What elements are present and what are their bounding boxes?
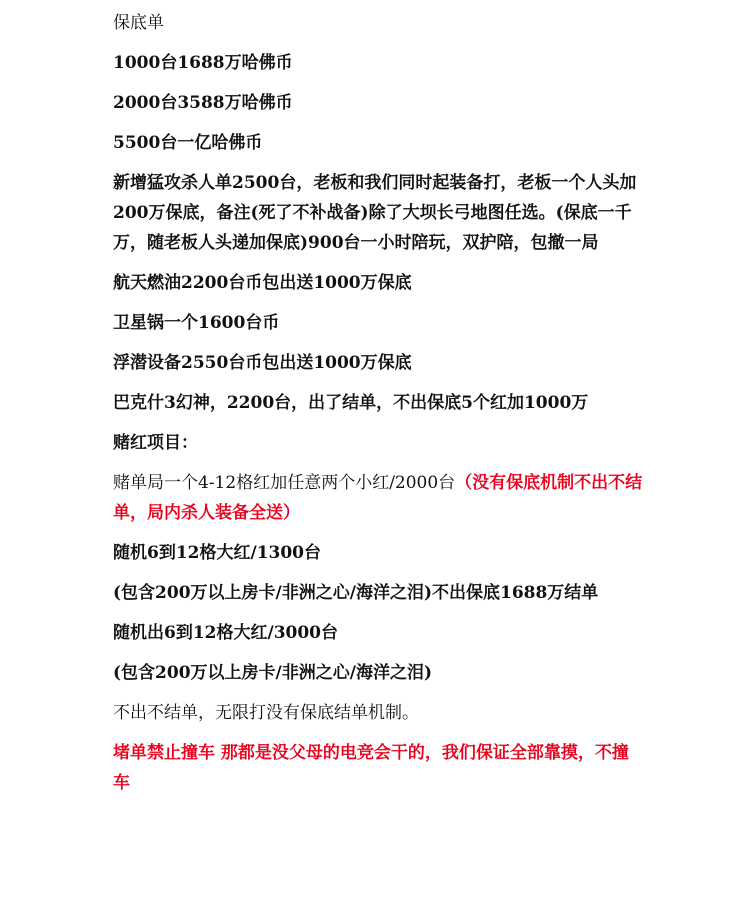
paragraph-aerospace-fuel: 航天燃油2200台币包出送1000万保底 xyxy=(113,273,412,293)
paragraph-diving-gear: 浮潜设备2550台币包出送1000万保底 xyxy=(113,353,412,373)
paragraph-random-1300-note: (包含200万以上房卡/非洲之心/海洋之泪)不出保底1688万结单 xyxy=(113,583,599,603)
paragraph-satellite-dish: 卫星锅一个1600台币 xyxy=(113,313,280,333)
gamble-single-text: 赌单局一个4-12格红加任意两个小红/2000台 xyxy=(113,473,456,493)
paragraph-random-3000: 随机出6到12格大红/3000台 xyxy=(113,623,339,643)
paragraph-random-3000-note: (包含200万以上房卡/非洲之心/海洋之泪) xyxy=(113,663,432,683)
paragraph-no-collision-warning: 堵单禁止撞车 那都是没父母的电竞会干的，我们保证全部靠摸，不撞车 xyxy=(113,743,629,793)
paragraph-no-guarantee: 不出不结单，无限打没有保底结单机制。 xyxy=(113,703,419,723)
paragraph-title: 保底单 xyxy=(113,13,164,33)
gamble-single-note: （没有保底机制不出不结单，局内杀人装备全送） xyxy=(113,473,643,523)
paragraph-new-kill-order: 新增猛攻杀人单2500台，老板和我们同时起装备打，老板一个人头加200万保底，备注(死了不补战备)除了大坝长弓地图任选。(保底一千万，随老板人头递加保底)900台一小时陪玩，双护陪，包撤一局 xyxy=(113,173,637,253)
document-body xyxy=(113,8,645,808)
paragraph-gamble-heading: 赌红项目： xyxy=(113,433,198,453)
paragraph-bakesh: 巴克什3幻神，2200台，出了结单，不出保底5个红加1000万 xyxy=(113,393,589,413)
paragraph-random-1300: 随机6到12格大红/1300台 xyxy=(113,543,322,563)
paragraph-tier-5500: 5500台一亿哈佛币 xyxy=(113,133,263,153)
paragraph-tier-2000: 2000台3588万哈佛币 xyxy=(113,93,293,113)
paragraph-gamble-single xyxy=(113,468,645,528)
paragraph-tier-1000: 1000台1688万哈佛币 xyxy=(113,53,293,73)
